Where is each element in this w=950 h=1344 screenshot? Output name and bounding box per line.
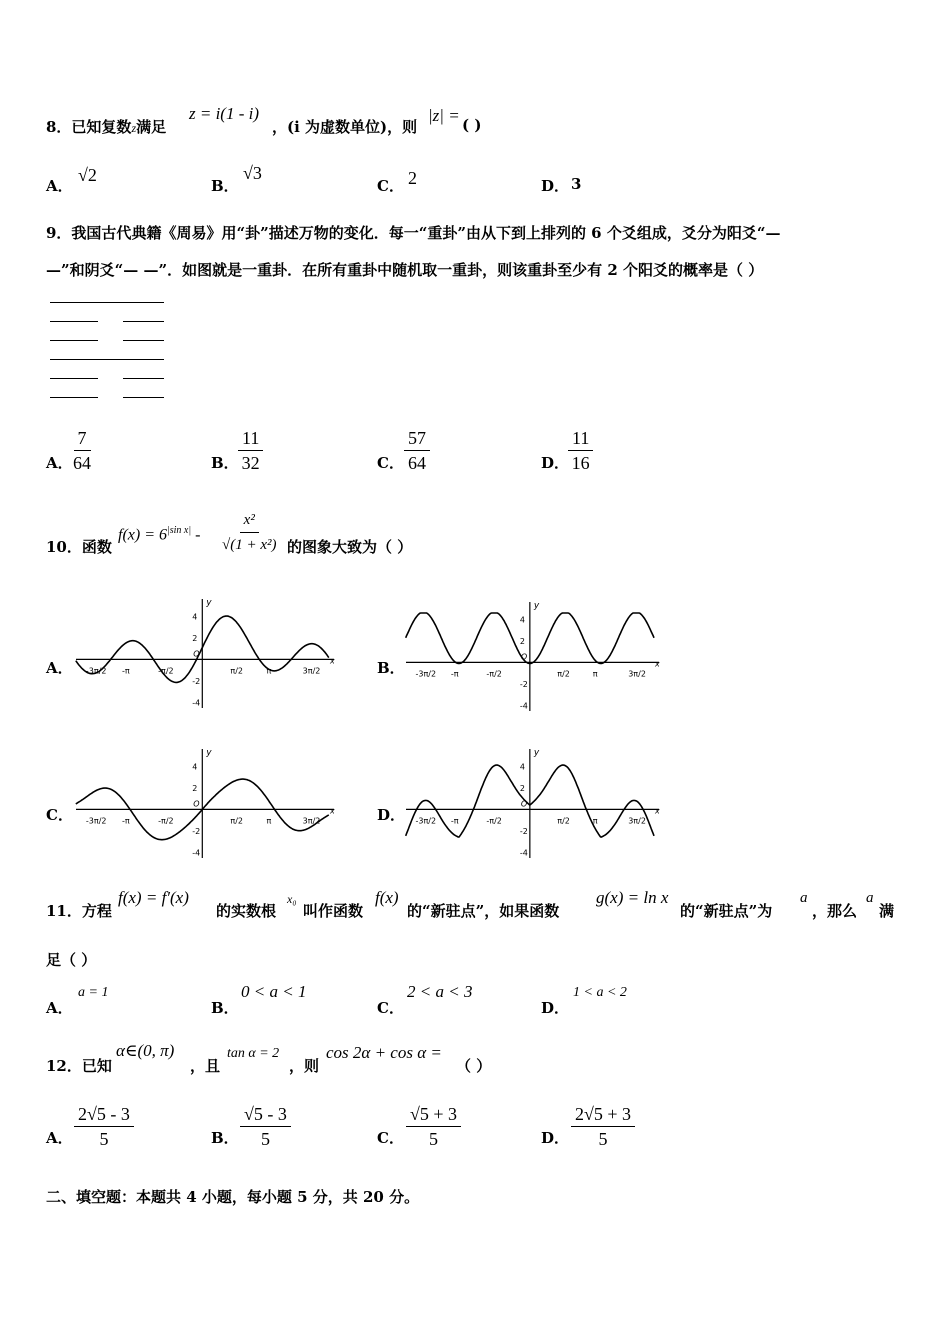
q8-var-z: z <box>131 121 137 135</box>
q12-blank: （ ） <box>456 1057 492 1075</box>
q11-a2: a <box>866 890 874 906</box>
x-tick-label: -3π/2 <box>85 816 107 826</box>
x-tick-label: π <box>592 669 598 679</box>
q8-opt-a-label: A． <box>46 177 73 195</box>
q10-lhs: f(x) = 6 <box>118 526 167 544</box>
y-tick-label: 2 <box>192 783 198 793</box>
x-tick-label: π <box>266 666 272 676</box>
x-tick-label: π <box>266 816 272 826</box>
q11-opt-b: 0 < a < 1 <box>241 982 307 1001</box>
x-tick-label: -π/2 <box>486 816 502 826</box>
q12-opt-c-frac <box>406 1102 461 1151</box>
q12-expr: cos 2α + cos α = <box>326 1043 442 1062</box>
q12-text-a: 12．已知 <box>46 1057 112 1075</box>
q11-text-g: 满 <box>879 902 895 920</box>
q8-opt-d-label: D． <box>541 177 570 195</box>
q9-opt-a-num: 7 <box>74 426 91 451</box>
q12-opt-d-frac <box>571 1102 635 1151</box>
q12-text-c: ，则 <box>289 1057 320 1075</box>
q8-opt-d: 3 <box>571 175 582 193</box>
q11-x0: x₀ <box>287 892 297 906</box>
x-tick-label: 3π/2 <box>628 669 646 679</box>
q9-opt-d-label: D． <box>541 454 570 472</box>
q10-opt-a-label: A． <box>46 659 73 677</box>
x-tick-label: π <box>592 816 598 826</box>
q9-opt-d-num: 11 <box>568 426 593 451</box>
q12-opt-d-den: 5 <box>598 1129 608 1149</box>
q12-cond1: α∈(0, π) <box>116 1041 175 1060</box>
q12-opt-a-frac <box>74 1102 134 1151</box>
q11-opt-d: 1 < a < 2 <box>573 985 627 1000</box>
q11-opt-c: 2 < a < 3 <box>407 982 473 1001</box>
origin-label: O <box>520 652 528 662</box>
q11-opt-c-label: C． <box>377 999 404 1017</box>
x-tick-label: -3π/2 <box>415 816 437 826</box>
q11-a: a <box>800 890 808 906</box>
q8-opt-c-label: C． <box>377 177 404 195</box>
x-tick-label: 3π/2 <box>628 816 646 826</box>
x-tick-label: -π/2 <box>158 666 174 676</box>
x-tick-label: 3π/2 <box>302 666 321 676</box>
q11-opt-b-label: B． <box>211 999 239 1017</box>
y-tick-label: -4 <box>519 701 528 711</box>
q12-opt-a-num: 2√5 - 3 <box>74 1102 134 1127</box>
y-tick-label: 2 <box>192 633 198 643</box>
q9-opt-d-frac <box>568 426 593 475</box>
q11-text-d: 的“新驻点”，如果函数 <box>407 902 560 920</box>
q11-fx: f(x) <box>375 888 399 907</box>
q10-frac-den: √(1 + x²) <box>222 537 277 553</box>
x-tick-label: 3π/2 <box>302 816 321 826</box>
q10-minus: - <box>195 526 201 544</box>
q8-opt-b-label: B． <box>211 177 239 195</box>
q12-opt-b-frac <box>240 1102 291 1151</box>
q12-opt-a-label: A． <box>46 1129 73 1147</box>
q8-stem <box>46 116 166 137</box>
q10-frac <box>222 508 277 557</box>
y-tick-label: -2 <box>519 679 528 689</box>
q12-opt-a-den: 5 <box>99 1129 109 1149</box>
q11-line2: 足（ ） <box>46 951 97 969</box>
q9-opt-b-num: 11 <box>238 426 263 451</box>
y-tick-label: 4 <box>519 762 525 772</box>
q12-opt-d-label: D． <box>541 1129 570 1147</box>
q8-blank: ( ) <box>462 116 482 134</box>
q10-exp: |sin x| <box>167 525 192 536</box>
q11-opt-d-label: D． <box>541 999 570 1017</box>
x-tick-label: -π <box>122 666 130 676</box>
q10-opt-d-label: D． <box>377 806 406 824</box>
q9-line2: —”和阴爻“— —”．如图就是一重卦．在所有重卦中随机取一重卦，则该重卦至少有 2 个阳爻的概率是（ ） <box>46 261 764 279</box>
q8-formula: z = i(1 - i) <box>189 104 260 123</box>
x-tick-label: π/2 <box>230 666 244 676</box>
q9-opt-a-den: 64 <box>73 453 91 473</box>
q12-text-b: ，且 <box>190 1057 221 1075</box>
q9-opt-a-label: A． <box>46 454 73 472</box>
q11-text-b: 的实数根 <box>216 902 277 920</box>
x-axis-label: x <box>655 806 660 816</box>
q12-opt-b-label: B． <box>211 1129 239 1147</box>
q9-opt-b-den: 32 <box>241 453 260 473</box>
y-tick-label: -4 <box>192 698 201 708</box>
origin-label: O <box>193 649 200 659</box>
x-tick-label: -π <box>450 816 459 826</box>
y-tick-label: 2 <box>519 636 525 646</box>
y-tick-label: 4 <box>192 612 198 622</box>
q9-opt-b-frac <box>238 426 263 475</box>
y-axis-label: y <box>533 748 540 758</box>
x-tick-label: -π <box>122 816 130 826</box>
q9-opt-d-den: 16 <box>571 453 590 473</box>
y-tick-label: 4 <box>519 615 525 625</box>
hexagram-figure <box>50 296 165 406</box>
q11-text-f: ，那么 <box>812 902 858 920</box>
q9-line1: 9．我国古代典籍《周易》用“卦”描述万物的变化．每一“重卦”由从下到上排列的 6 个爻组成，爻分为阳爻“— <box>46 224 781 242</box>
q11-gx: g(x) = ln x <box>596 888 669 907</box>
q11-opt-a-label: A． <box>46 999 73 1017</box>
q9-opt-c-label: C． <box>377 454 404 472</box>
q10-opt-b-label: B． <box>377 659 405 677</box>
q11-opt-a: a = 1 <box>78 985 109 1000</box>
x-tick-label: π/2 <box>230 816 244 826</box>
x-tick-label: π/2 <box>557 669 570 679</box>
q10-text-b: 的图象大致为（ ） <box>287 538 413 556</box>
q9-opt-c-num: 57 <box>404 426 430 451</box>
q8-opt-a: √2 <box>78 165 97 185</box>
q12-opt-d-num: 2√5 + 3 <box>571 1102 635 1127</box>
y-axis-label: y <box>533 601 540 611</box>
q12-opt-b-den: 5 <box>260 1129 270 1149</box>
x-tick-label: -π/2 <box>158 816 174 826</box>
q9-opt-c-den: 64 <box>408 453 426 473</box>
x-axis-label: x <box>655 659 660 669</box>
q12-opt-c-den: 5 <box>429 1129 439 1149</box>
x-tick-label: π/2 <box>557 816 570 826</box>
x-tick-label: -π <box>450 669 459 679</box>
q8-text-a: 8．已知复数 <box>46 118 132 136</box>
y-tick-label: -2 <box>192 826 201 836</box>
y-tick-label: -2 <box>192 676 201 686</box>
section2-heading: 二、填空题：本题共 4 小题，每小题 5 分，共 20 分。 <box>46 1188 420 1206</box>
q10-formula <box>118 525 200 544</box>
q9-opt-a-frac <box>73 426 91 475</box>
y-tick-label: 4 <box>192 762 198 772</box>
q12-opt-c-num: √5 + 3 <box>406 1102 461 1127</box>
origin-label: O <box>193 799 200 809</box>
graph-b <box>400 598 665 713</box>
q12-opt-b-num: √5 - 3 <box>240 1102 291 1127</box>
q9-opt-b-label: B． <box>211 454 239 472</box>
q10-opt-c-label: C． <box>46 806 73 824</box>
y-axis-label: y <box>206 748 212 758</box>
x-axis-label: x <box>330 806 335 816</box>
graph-c <box>70 745 340 860</box>
y-tick-label: -4 <box>519 848 528 858</box>
q8-abs-z: |z| = <box>428 106 460 125</box>
q11-text-a: 11．方程 <box>46 902 112 920</box>
y-axis-label: y <box>206 598 212 608</box>
q10-frac-num: x² <box>240 508 259 533</box>
x-tick-label: -π/2 <box>486 669 502 679</box>
q8-opt-c: 2 <box>408 168 417 188</box>
q12-cond2: tan α = 2 <box>227 1046 280 1061</box>
q11-text-e: 的“新驻点”为 <box>680 902 773 920</box>
q10-text-a: 10．函数 <box>46 538 112 556</box>
y-tick-label: 2 <box>519 783 525 793</box>
origin-label: O <box>520 799 528 809</box>
q11-eq: f(x) = f′(x) <box>118 888 189 907</box>
y-tick-label: -4 <box>192 848 201 858</box>
q8-text-b: 满足 <box>136 118 167 136</box>
y-tick-label: -2 <box>519 826 528 836</box>
q12-opt-c-label: C． <box>377 1129 404 1147</box>
x-tick-label: -3π/2 <box>85 666 107 676</box>
q8-opt-b: √3 <box>243 163 262 183</box>
q9-opt-c-frac <box>404 426 430 475</box>
graph-d <box>400 745 665 860</box>
q8-text-c: ，(i 为虚数单位)，则 <box>272 118 418 136</box>
x-tick-label: -3π/2 <box>415 669 437 679</box>
graph-a <box>70 595 340 710</box>
x-axis-label: x <box>330 656 335 666</box>
q11-text-c: 叫作函数 <box>303 902 364 920</box>
